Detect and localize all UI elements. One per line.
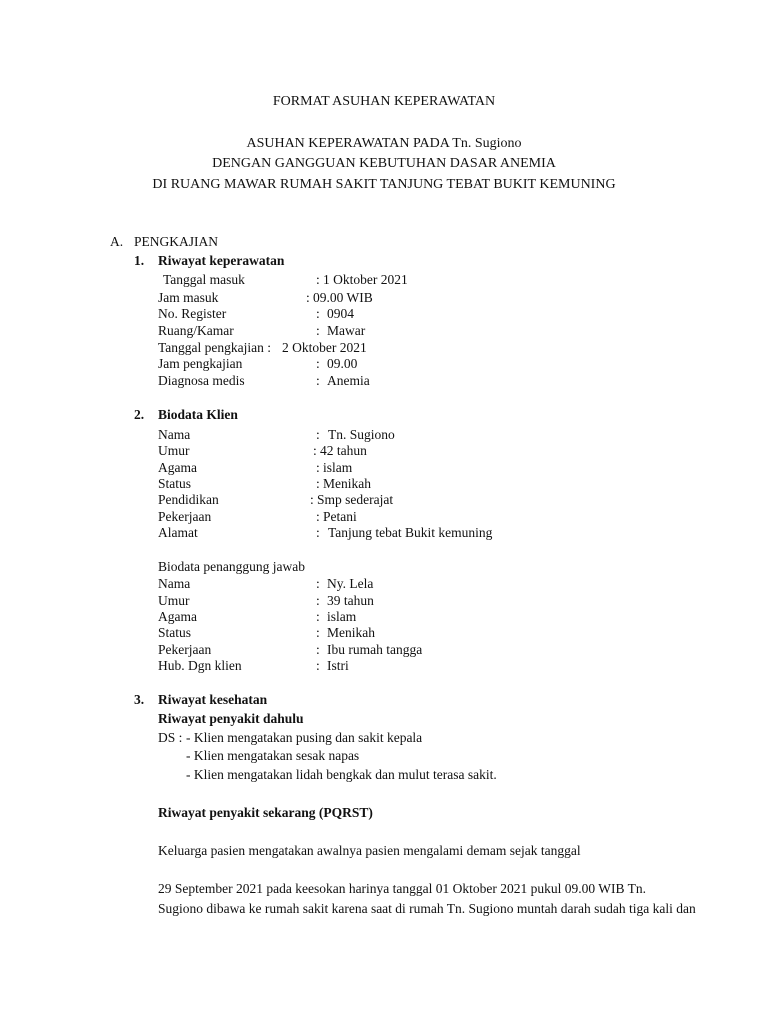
- field-value: 39 tahun: [327, 593, 374, 608]
- title-line-1: ASUHAN KEPERAWATAN PADA Tn. Sugiono: [246, 136, 522, 151]
- field-separator: :: [306, 290, 310, 305]
- field-value: Ibu rumah tangga: [327, 642, 423, 657]
- paragraph-1: Keluarga pasien mengatakan awalnya pasien mengalami demam sejak tanggal: [158, 843, 581, 858]
- field-value: 1 Oktober 2021: [323, 272, 408, 287]
- paragraph-2-line-2: Sugiono dibawa ke rumah sakit karena saat di rumah Tn. Sugiono muntah darah sudah tiga kali dan: [158, 901, 696, 916]
- field-separator: :: [316, 642, 320, 657]
- current-illness-title: Riwayat penyakit sekarang (PQRST): [158, 805, 373, 820]
- field-value: Anemia: [327, 373, 370, 388]
- item-2-number: 2.: [134, 407, 145, 422]
- field-value: 2 Oktober 2021: [282, 340, 367, 355]
- field-value: Petani: [323, 509, 357, 524]
- field-value: Mawar: [327, 323, 366, 338]
- ds-item: - Klien mengatakan lidah bengkak dan mulut terasa sakit.: [186, 767, 497, 782]
- field-separator: :: [316, 323, 320, 338]
- field-separator: :: [316, 609, 320, 624]
- field-separator: :: [316, 373, 320, 388]
- field-label: Status: [158, 476, 192, 491]
- field-label: Pendidikan: [158, 492, 219, 507]
- field-label: Agama: [158, 460, 197, 475]
- field-separator: :: [316, 460, 320, 475]
- field-value: Tn. Sugiono: [328, 427, 395, 442]
- item-3-title: Riwayat kesehatan: [158, 692, 268, 707]
- field-value: islam: [323, 460, 353, 475]
- field-separator: :: [316, 427, 320, 442]
- field-label: Umur: [158, 593, 190, 608]
- item-3-number: 3.: [134, 692, 145, 707]
- item-2-title: Biodata Klien: [158, 407, 238, 422]
- field-value: Istri: [327, 658, 349, 673]
- field-value: Tanjung tebat Bukit kemuning: [328, 525, 493, 540]
- field-value: Ny. Lela: [327, 576, 374, 591]
- field-value: 42 tahun: [320, 443, 367, 458]
- field-value: islam: [327, 609, 357, 624]
- field-label: Pekerjaan: [158, 509, 212, 524]
- field-label: Agama: [158, 609, 197, 624]
- section-a-title: PENGKAJIAN: [134, 234, 218, 249]
- format-title: FORMAT ASUHAN KEPERAWATAN: [272, 94, 496, 109]
- field-label: Alamat: [158, 525, 198, 540]
- field-label: Jam pengkajian: [158, 356, 243, 371]
- item-1-number: 1.: [134, 253, 145, 268]
- field-label: No. Register: [158, 306, 227, 321]
- field-value: Menikah: [327, 625, 375, 640]
- field-label: Tanggal masuk: [163, 272, 245, 287]
- field-separator: :: [316, 509, 320, 524]
- field-separator: :: [316, 476, 320, 491]
- field-separator: :: [310, 492, 314, 507]
- section-a-marker: A.: [110, 234, 124, 249]
- field-label: Status: [158, 625, 192, 640]
- ds-prefix: DS :: [158, 730, 183, 745]
- field-value: 0904: [327, 306, 354, 321]
- field-label: Umur: [158, 443, 190, 458]
- field-label: Jam masuk: [158, 290, 219, 305]
- field-label: Tanggal pengkajian :: [158, 340, 272, 355]
- field-separator: :: [316, 576, 320, 591]
- field-separator: :: [316, 658, 320, 673]
- field-label: Pekerjaan: [158, 642, 212, 657]
- field-separator: :: [316, 593, 320, 608]
- field-separator: :: [316, 306, 320, 321]
- field-separator: :: [316, 356, 320, 371]
- field-label: Hub. Dgn klien: [158, 658, 242, 673]
- ds-item: - Klien mengatakan sesak napas: [186, 748, 360, 763]
- past-illness-title: Riwayat penyakit dahulu: [158, 711, 304, 726]
- field-separator: :: [316, 272, 320, 287]
- field-value: 09.00: [327, 356, 358, 371]
- field-separator: :: [313, 443, 317, 458]
- field-label: Nama: [158, 576, 191, 591]
- title-line-3: DI RUANG MAWAR RUMAH SAKIT TANJUNG TEBAT BUKIT KEMUNING: [152, 177, 616, 192]
- item-1-title: Riwayat keperawatan: [158, 253, 285, 268]
- field-label: Diagnosa medis: [158, 373, 245, 388]
- guarantor-title: Biodata penanggung jawab: [158, 559, 305, 574]
- field-value: Menikah: [323, 476, 371, 491]
- field-separator: :: [316, 525, 320, 540]
- field-value: 09.00 WIB: [313, 290, 373, 305]
- field-label: Ruang/Kamar: [158, 323, 234, 338]
- field-value: Smp sederajat: [317, 492, 394, 507]
- field-separator: :: [316, 625, 320, 640]
- field-label: Nama: [158, 427, 191, 442]
- ds-item: - Klien mengatakan pusing dan sakit kepala: [186, 730, 423, 745]
- paragraph-2-line-1: 29 September 2021 pada keesokan harinya tanggal 01 Oktober 2021 pukul 09.00 WIB Tn.: [158, 881, 647, 896]
- title-line-2: DENGAN GANGGUAN KEBUTUHAN DASAR ANEMIA: [212, 156, 556, 171]
